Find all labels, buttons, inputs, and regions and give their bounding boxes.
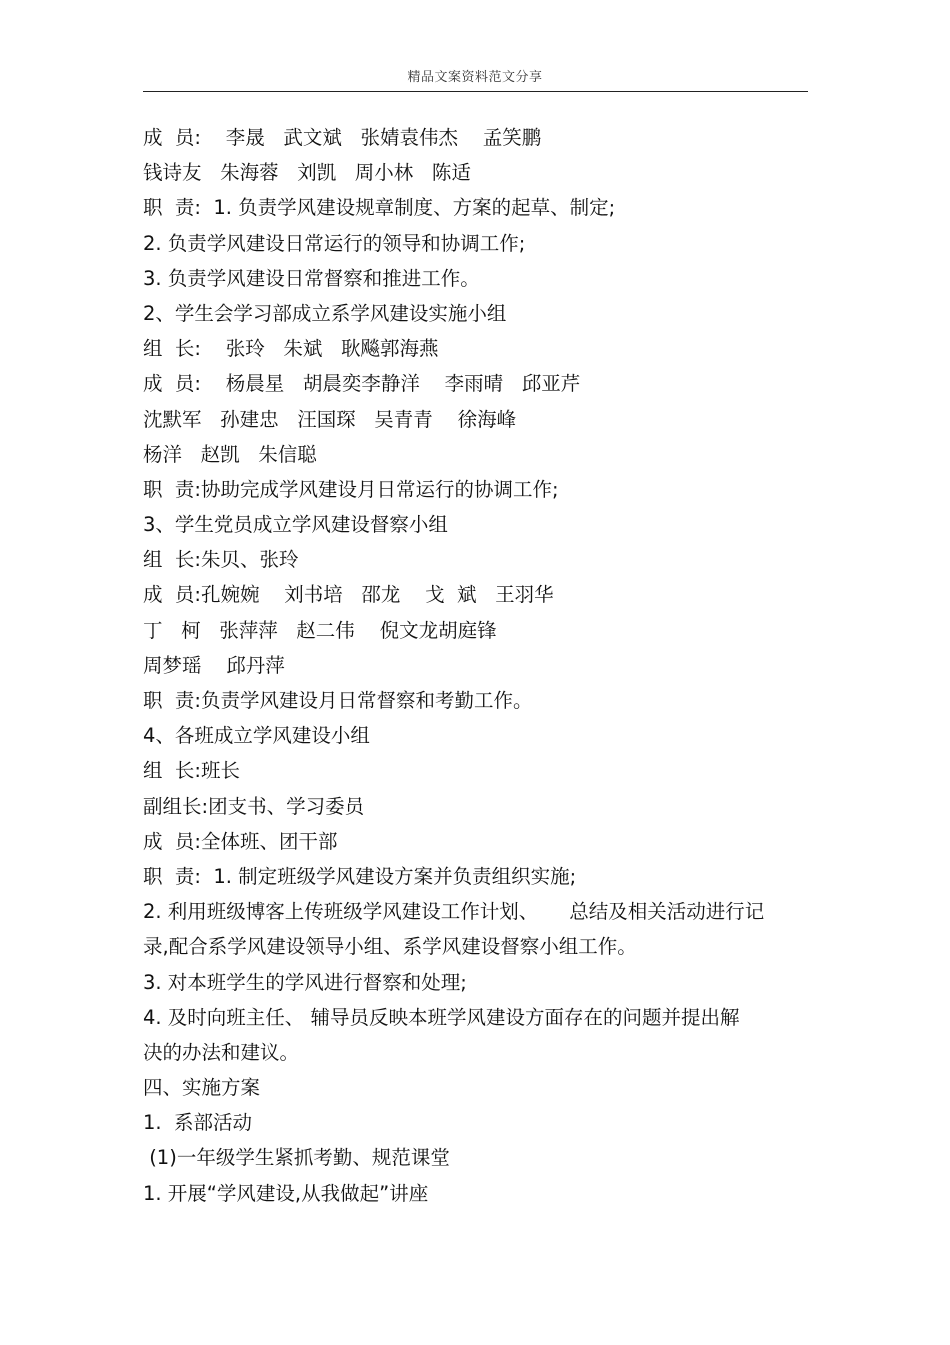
section-heading: 四、实施方案 xyxy=(143,1076,261,1100)
section-heading: 1. 系部活动 xyxy=(143,1111,253,1135)
text-line: 4. 及时向班主任、 辅导员反映本班学风建设方面存在的问题并提出解 xyxy=(143,1005,740,1029)
text-line: 3. 对本班学生的学风进行督察和处理; xyxy=(143,970,467,994)
text-line: 录,配合系学风建设领导小组、系学风建设督察小组工作。 xyxy=(143,935,637,959)
text-line: 成 员:全体班、团干部 xyxy=(143,829,338,853)
text-line: 职 责:负责学风建设月日常督察和考勤工作。 xyxy=(143,689,533,712)
text-line: 成 员:孔婉婉 刘书培 邵龙 戈 斌 王羽华 xyxy=(143,583,554,607)
text-line: 职 责: 1. 负责学风建设规章制度、方案的起草、制定; xyxy=(143,196,616,220)
document-body xyxy=(143,120,808,1211)
text-line: 组 长:朱贝、张玲 xyxy=(143,548,299,572)
section-heading: 4、各班成立学风建设小组 xyxy=(143,724,370,748)
text-line: 周梦瑶 邱丹萍 xyxy=(143,653,285,677)
text-line: 3. 负责学风建设日常督察和推进工作。 xyxy=(143,266,480,290)
section-heading: 3、学生党员成立学风建设督察小组 xyxy=(143,513,448,537)
text-line: 职 责:协助完成学风建设月日常运行的协调工作; xyxy=(143,477,559,501)
text-line: 组 长: 张玲 朱斌 耿飚郭海燕 xyxy=(143,337,439,361)
header-divider xyxy=(143,91,808,92)
text-line: 副组长:团支书、学习委员 xyxy=(143,794,365,818)
text-line: (1)一年级学生紧抓考勤、规范课堂 xyxy=(143,1146,450,1170)
text-line: 成 员: 李晟 武文斌 张婧袁伟杰 孟笑鹏 xyxy=(143,126,542,149)
text-line: 杨洋 赵凯 朱信聪 xyxy=(143,442,317,466)
text-line: 2. 负责学风建设日常运行的领导和协调工作; xyxy=(143,231,526,255)
text-line: 钱诗友 朱海蓉 刘凯 周小林 陈适 xyxy=(143,161,471,185)
text-line: 决的办法和建议。 xyxy=(143,1040,300,1064)
text-line: 成 员: 杨晨星 胡晨奕李静洋 李雨晴 邱亚芹 xyxy=(143,372,581,396)
section-heading: 2、学生会学习部成立系学风建设实施小组 xyxy=(143,301,507,325)
text-line: 沈默军 孙建忠 汪国琛 吴青青 徐海峰 xyxy=(143,407,517,431)
text-line: 职 责: 1. 制定班级学风建设方案并负责组织实施; xyxy=(143,864,577,888)
text-line: 1. 开展“学风建设,从我做起”讲座 xyxy=(143,1181,429,1205)
text-line: 丁 柯 张萍萍 赵二伟 倪文龙胡庭锋 xyxy=(143,618,497,642)
page-header-title: 精品文案资料范文分享 xyxy=(407,70,543,85)
text-line: 2. 利用班级博客上传班级学风建设工作计划、 总结及相关活动进行记 xyxy=(143,900,765,924)
text-line: 组 长:班长 xyxy=(143,759,240,783)
